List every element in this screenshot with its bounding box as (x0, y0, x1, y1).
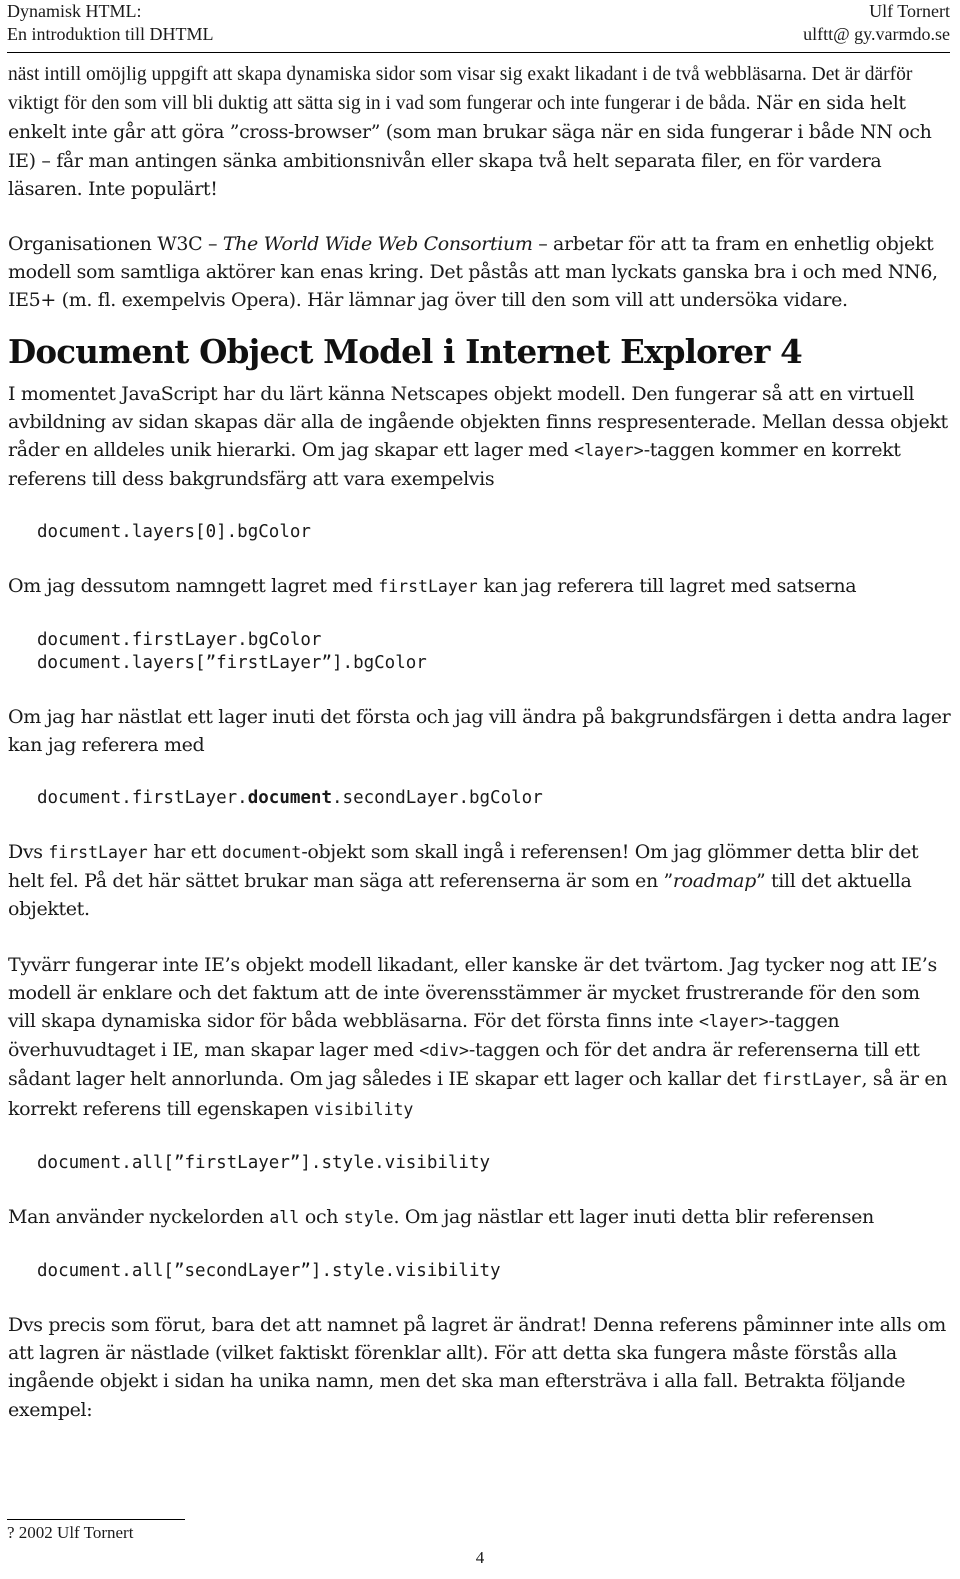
paragraph-w3c-text-a: Organisationen W3C – (8, 233, 223, 256)
spacer (8, 1175, 952, 1203)
paragraph-document-object-text-a: Dvs (8, 841, 49, 864)
inline-code-firstlayer: firstLayer (48, 843, 148, 863)
paragraph-summary: Dvs precis som förut, bara det att namnet på lagret är ändrat! Denna referens påminner inte alls om att lagren är nästlade (vilket faktiskt förenklar allt). För att detta ska fungera måste förstås alla ingående objekt i sidan ha unika namn, men det ska man eftersträva i alla fall. Betrakta följande exempel: (8, 1314, 946, 1421)
page-number: 4 (475, 1548, 485, 1567)
header-title-line2: En introduktion till DHTML (7, 24, 214, 44)
paragraph-browser-compat-part2: När en sida helt enkelt inte går att göra ”cross-browser” (som man brukar säga när en sida fungerar i både NN och IE) – får man antingen sänka ambitionsnivån eller skapa två helt separata filer, en för vardera läsaren. Inte populärt! (8, 92, 932, 200)
spacer (8, 759, 952, 787)
inline-code-firstlayer: firstLayer (378, 577, 478, 597)
header-email: ulftt@ gy.varmdo.se (803, 24, 950, 44)
inline-code-layer-tag: <layer> (698, 1012, 769, 1032)
paragraph-ie-model (8, 951, 952, 1124)
paragraph-browser-compat-part1: näst intill omöjlig uppgift att skapa dynamiska sidor som visar sig exakt likadant i de två webbläsarna. Det är därför viktigt för den som vill bli duktig att sätta sig in i vad som fungerar och inte fungerar i de båda. (8, 64, 913, 115)
footer-copyright: ? 2002 Ulf Tornert (7, 1523, 134, 1542)
paragraph-netscape-text-a: I momentet JavaScript har du lärt känna Netscapes objekt modell. Den fungerar så att en virtuell avbildning av sidan skapas där alla de ingående objekten finns respresenterade. Mellan dessa objekt råder en alldeles unik hierarki. Om jag skapar ett lager med (8, 382, 948, 462)
code-example-3 (8, 787, 952, 810)
main-content (8, 60, 952, 1424)
paragraph-named-layer (8, 572, 952, 601)
italic-roadmap: roadmap (672, 870, 756, 893)
header-title-line1: Dynamisk HTML: (7, 1, 142, 21)
spacer (8, 924, 952, 951)
code-example-1: document.layers[0].bgColor (37, 522, 311, 543)
paragraph-ie-model-text-a: Tyvärr fungerar inte IE’s objekt modell likadant, eller kanske är det tvärtom. Jag tycker nog att IE’s modell är enklare och det faktum att de inte överensstämmer är mycket frustrerande för den som vill skapa dynamiska sidor för båda webbläsarna. För det första finns inte (8, 953, 937, 1033)
spacer (8, 544, 952, 572)
paragraph-netscape-model (8, 380, 952, 494)
code-example-3-bold: document (247, 788, 333, 809)
paragraph-browser-compat (8, 60, 952, 203)
paragraph-named-layer-text-b: kan jag referera till lagret med satserna (477, 575, 857, 598)
inline-code-firstlayer: firstLayer (762, 1070, 862, 1090)
inline-code-all: all (269, 1207, 300, 1227)
inline-code-document: document (221, 843, 302, 863)
paragraph-keywords-text-b: och (299, 1205, 344, 1228)
paragraph-ie-model-text-d: , så är en korrekt referens till egenskapen (8, 1068, 948, 1120)
paragraph-w3c-text-b: – arbetar för att ta fram en enhetlig objekt modell som samtliga aktörer kan enas kring. Det påstås att man lyckats ganska bra i och med NN6, IE5+ (m. fl. exempelvis Opera). Här lämnar jag över till den som vill att undersöka vidare. (8, 233, 938, 312)
header-author-block (803, 0, 950, 46)
paragraph-document-object-text-c: -objekt som skall ingå i referensen! Om jag glömmer detta blir det helt fel. På det här sättet brukar man säga att referenserna är som en ” (8, 841, 919, 893)
code-example-5: document.all[”secondLayer”].style.visibility (37, 1261, 501, 1282)
inline-code-layer-tag: <layer> (574, 441, 644, 461)
paragraph-nested-layer: Om jag har nästlat ett lager inuti det första och jag vill ändra på bakgrundsfärgen i detta andra lager kan jag referera med (8, 705, 951, 756)
page-header (7, 0, 950, 52)
header-title (7, 0, 214, 46)
paragraph-document-object-text-b: har ett (147, 841, 222, 864)
spacer (8, 1283, 952, 1311)
spacer (8, 1232, 952, 1260)
inline-code-div-tag: <div> (419, 1041, 469, 1061)
paragraph-keywords-text-a: Man använder nyckelorden (8, 1205, 270, 1228)
paragraph-ie-model-text-c: -taggen och för det andra är referenserna till ett sådant lager helt annorlunda. Om jag således i IE skapar ett lager och kallar det (8, 1039, 920, 1091)
code-example-2-line1: document.firstLayer.bgColor (37, 629, 322, 650)
inline-code-visibility: visibility (314, 1099, 414, 1119)
code-example-3-b: .secondLayer.bgColor (332, 788, 543, 809)
paragraph-w3c (8, 230, 952, 315)
paragraph-named-layer-text-a: Om jag dessutom namngett lagret med (8, 575, 379, 598)
spacer (8, 1124, 952, 1152)
section-heading: Document Object Model i Internet Explorer 4 (8, 331, 802, 371)
code-example-3-a: document.firstLayer. (37, 788, 248, 809)
footer-divider (7, 1519, 185, 1520)
spacer (8, 203, 952, 230)
paragraph-document-object (8, 838, 952, 924)
inline-code-style: style (343, 1207, 394, 1227)
paragraph-netscape-text-b: -taggen kommer en korrekt referens till dess bakgrundsfärg att vara exempelvis (8, 439, 901, 491)
header-divider (7, 52, 950, 53)
code-example-4: document.all[”firstLayer”].style.visibility (37, 1152, 491, 1173)
spacer (8, 602, 952, 629)
paragraph-ie-model-text-b: -taggen överhuvudtaget i IE, man skapar lager med (8, 1010, 840, 1062)
w3c-full-name: The World Wide Web Consortium (222, 233, 533, 256)
spacer (8, 810, 952, 838)
spacer (8, 493, 952, 521)
paragraph-keywords-text-c: . Om jag nästlar ett lager inuti detta blir referensen (393, 1205, 874, 1228)
paragraph-keywords (8, 1203, 952, 1232)
header-author: Ulf Tornert (869, 1, 950, 21)
spacer (8, 675, 952, 703)
code-example-2-line2: document.layers[”firstLayer”].bgColor (37, 652, 427, 673)
paragraph-document-object-text-d: ” till det aktuella objektet. (8, 870, 912, 921)
